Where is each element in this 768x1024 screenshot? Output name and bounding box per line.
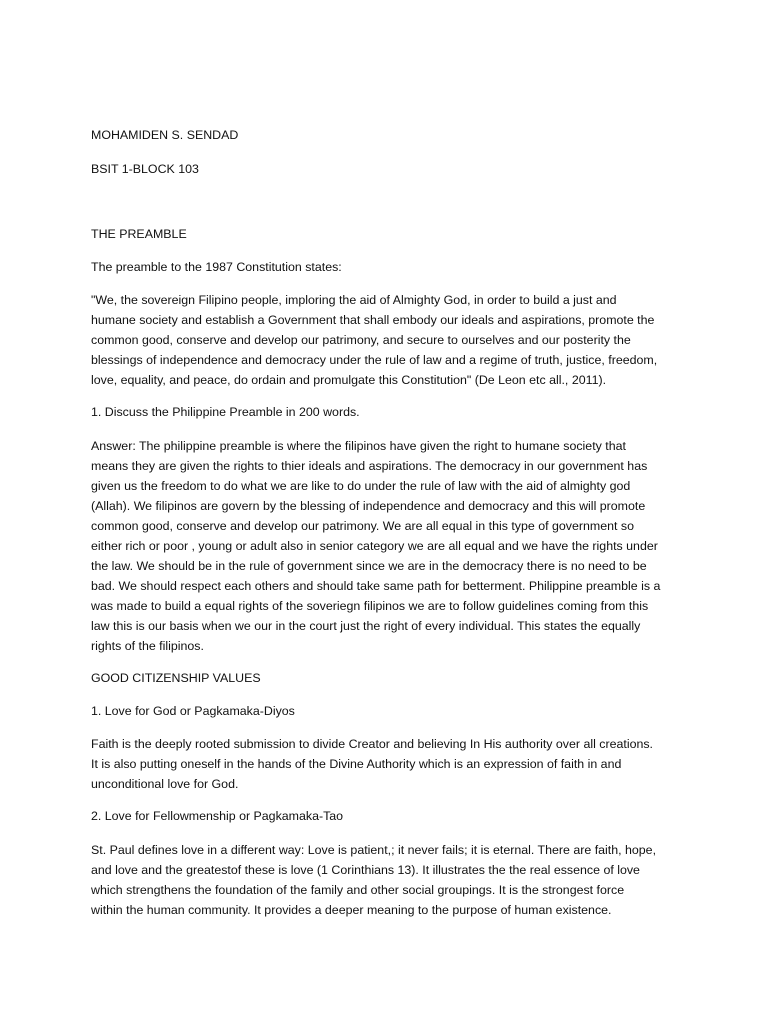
section-title-citizenship: GOOD CITIZENSHIP VALUES [91,671,261,685]
answer-line: given us the freedom to do what we are like to do under the rule of law with the aid of almighty god [91,479,631,493]
paragraph-line: which strengthens the foundation of the family and other social groupings. It is the strongest force [91,883,625,897]
preamble-quote [91,290,691,390]
answer-line: either rich or poor , young or adult also in senior category we are all equal and we have the rights under [91,539,658,553]
paragraph-line: Faith is the deeply rooted submission to divide Creator and believing In His authority over all creations. [91,737,654,751]
value-paragraph-2 [91,840,691,920]
quote-line: blessings of independence and democracy under the rule of law and a regime of truth, justice, freedom, [91,353,658,367]
answer-line: bad. We should respect each others and should take same path for betterment. Philippine preamble is a [91,579,661,593]
quote-line: humane society and establish a Government that shall embody our ideals and aspirations, promote the [91,313,655,327]
value-heading-2: 2. Love for Fellowmenship or Pagkamaka-Tao [91,809,344,823]
paragraph-line: It is also putting oneself in the hands of the Divine Authority which is an expression of faith in and [91,757,622,771]
answer-line: (Allah). We filipinos are govern by the blessing of independence and democracy and this will promote [91,499,646,513]
paragraph-line: St. Paul defines love in a different way: Love is patient,; it never fails; it is eternal. There are faith, hope, [91,843,657,857]
quote-line: love, equality, and peace, do ordain and promulgate this Constitution" (De Leon etc all., 2011). [91,373,607,387]
answer-line: rights of the filipinos. [91,639,204,653]
answer-line: law this is our basis when we our in the court just the right of every individual. This states the equally [91,619,641,633]
answer-paragraph [91,436,691,656]
answer-line: Answer: The philippine preamble is where the filipinos have given the right to humane society that [91,439,626,453]
value-heading-1: 1. Love for God or Pagkamaka-Diyos [91,704,295,718]
quote-line: "We, the sovereign Filipino people, imploring the aid of Almighty God, in order to build a just and [91,293,617,307]
answer-line: means they are given the rights to thier ideals and aspirations. The democracy in our government has [91,459,648,473]
paragraph-line: unconditional love for God. [91,777,239,791]
answer-line: the law. We should be in the rule of government since we are in the democracy there is no need to be [91,559,647,573]
paragraph-line: and love and the greatestof these is love (1 Corinthians 13). It illustrates the the real essence of love [91,863,640,877]
answer-line: common good, conserve and develop our patrimony. We are all equal in this type of government so [91,519,634,533]
question-1: 1. Discuss the Philippine Preamble in 200 words. [91,405,360,419]
section-title-preamble: THE PREAMBLE [91,227,187,241]
preamble-intro: The preamble to the 1987 Constitution states: [91,260,342,274]
paragraph-line: within the human community. It provides a deeper meaning to the purpose of human existence. [91,903,612,917]
value-paragraph-1 [91,734,691,794]
quote-line: common good, conserve and develop our patrimony, and secure to ourselves and our posterity the [91,333,631,347]
answer-line: was made to build a equal rights of the soveriegn filipinos we are to follow guidelines coming from this [91,599,649,613]
course-block: BSIT 1-BLOCK 103 [91,162,199,176]
author-name: MOHAMIDEN S. SENDAD [91,128,239,142]
